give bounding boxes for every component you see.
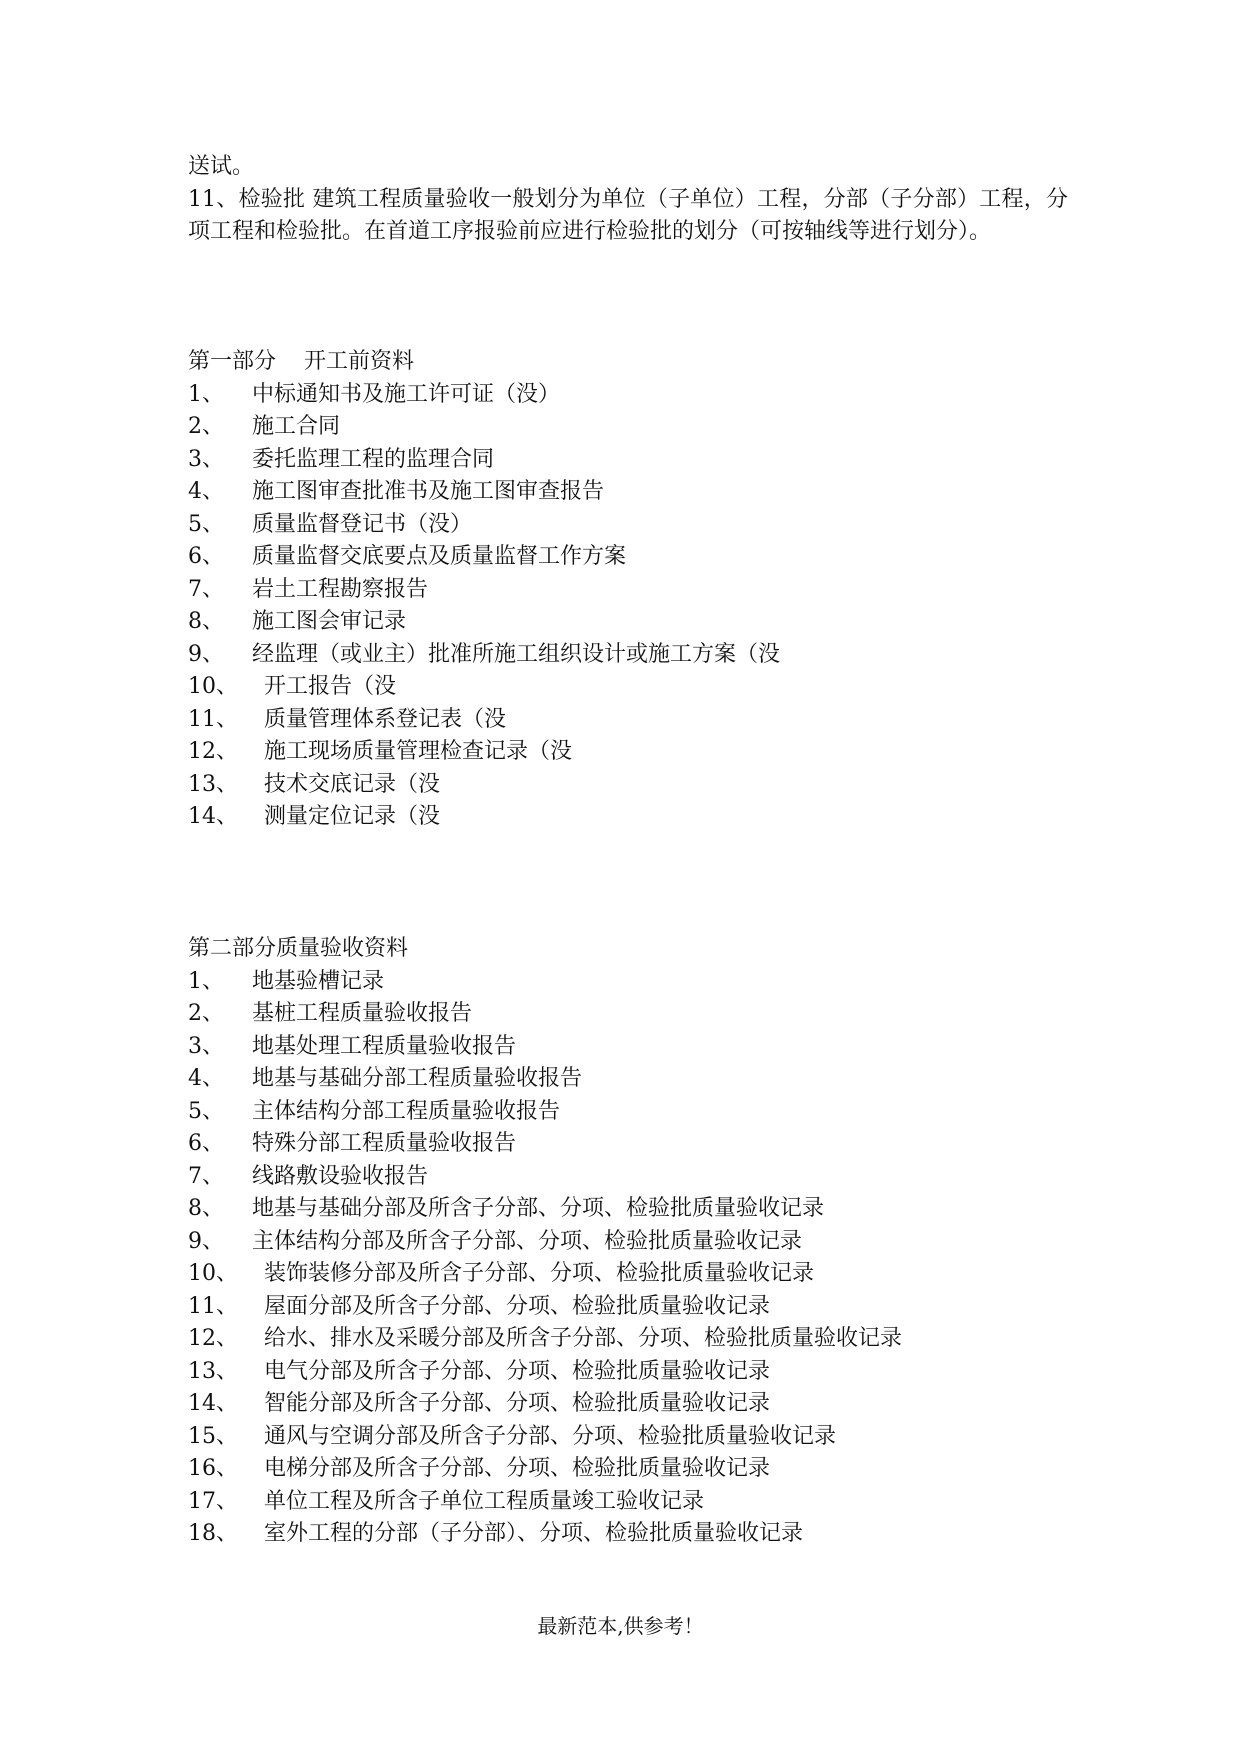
- item-text: 质量监督登记书（没）: [252, 511, 473, 537]
- list-item: [188, 998, 1068, 1031]
- item-text: 基桩工程质量验收报告: [252, 1001, 473, 1026]
- list-item: [188, 606, 1068, 639]
- item-number: 7、: [188, 576, 224, 602]
- list-item: [188, 444, 1068, 477]
- item-number: 13、: [188, 1358, 238, 1384]
- item-number: 18、: [188, 1521, 238, 1546]
- item-number: 6、: [188, 544, 224, 569]
- item-text: 岩土工程勘察报告: [252, 576, 429, 602]
- item-number: 12、: [188, 739, 238, 764]
- item-text: 质量监督交底要点及质量监督工作方案: [252, 544, 627, 569]
- item-text: 施工图会审记录: [252, 609, 407, 634]
- page-footer: 最新范本,供参考！: [537, 1614, 704, 1638]
- item-number: 1、: [188, 381, 224, 407]
- item-number: 11、: [188, 706, 238, 732]
- list-item: [188, 1486, 1068, 1519]
- list-item: [188, 541, 1068, 574]
- item-text: 施工合同: [252, 414, 341, 439]
- item-text: 电梯分部及所含子分部、分项、检验批质量验收记录: [264, 1456, 771, 1481]
- item-text: 施工图审查批准书及施工图审查报告: [252, 479, 605, 504]
- item-number: 2、: [188, 414, 224, 439]
- section-part-two: [188, 933, 1068, 1551]
- list-item: [188, 769, 1068, 802]
- list-item: [188, 1453, 1068, 1486]
- item-text: 主体结构分部及所含子分部、分项、检验批质量验收记录: [252, 1228, 803, 1254]
- list-item: [188, 1063, 1068, 1096]
- list-item: [188, 1421, 1068, 1454]
- item-number: 15、: [188, 1423, 238, 1449]
- item-number: 1、: [188, 968, 224, 994]
- list-item: [188, 1031, 1068, 1064]
- list-item: [188, 574, 1068, 607]
- item-text: 地基与基础分部及所含子分部、分项、检验批质量验收记录: [252, 1196, 825, 1221]
- item-text: 智能分部及所含子分部、分项、检验批质量验收记录: [264, 1391, 771, 1416]
- item-number: 9、: [188, 1228, 224, 1254]
- item-text: 给水、排水及采暖分部及所含子分部、分项、检验批质量验收记录: [264, 1326, 903, 1351]
- item-text: 通风与空调分部及所含子分部、分项、检验批质量验收记录: [264, 1423, 837, 1449]
- item-number: 10、: [188, 674, 238, 699]
- item-number: 17、: [188, 1488, 238, 1514]
- item-text: 地基处理工程质量验收报告: [252, 1033, 517, 1059]
- item-text: 单位工程及所含子单位工程质量竣工验收记录: [264, 1488, 705, 1514]
- item-text: 主体结构分部工程质量验收报告: [252, 1098, 561, 1124]
- item-number: 12、: [188, 1326, 238, 1351]
- list-item: [188, 1291, 1068, 1324]
- item-number: 16、: [188, 1456, 238, 1481]
- list-item: [188, 1161, 1068, 1194]
- item-number: 9、: [188, 641, 224, 667]
- list-item: [188, 379, 1068, 412]
- item-text: 委托监理工程的监理合同: [252, 446, 495, 472]
- list-item: [188, 1193, 1068, 1226]
- item-number: 8、: [188, 609, 224, 634]
- item-number: 5、: [188, 511, 224, 537]
- item-text: 线路敷设验收报告: [252, 1163, 429, 1189]
- item-text: 屋面分部及所含子分部、分项、检验批质量验收记录: [264, 1293, 771, 1319]
- item-text: 施工现场质量管理检查记录（没: [264, 739, 573, 764]
- list-item: [188, 1096, 1068, 1129]
- item-text: 经监理（或业主）批准所施工组织设计或施工方案（没: [252, 641, 781, 667]
- list-item: [188, 1323, 1068, 1356]
- list-item: [188, 411, 1068, 444]
- list-item: [188, 736, 1068, 769]
- list-item: [188, 1388, 1068, 1421]
- item-number: 14、: [188, 1391, 238, 1416]
- item-text: 室外工程的分部（子分部）、分项、检验批质量验收记录: [264, 1521, 804, 1546]
- list-item: [188, 509, 1068, 542]
- item-number: 10、: [188, 1261, 238, 1286]
- intro-paragraph: 11、检验批 建筑工程质量验收一般划分为单位（子单位）工程，分部（子分部）工程，分项工程和检验批。在首道工序报验前应进行检验批的划分（可按轴线等进行划分）。: [188, 186, 1068, 244]
- item-number: 11、: [188, 1293, 238, 1319]
- section-title-part-one: 第一部分 开工前资料: [188, 349, 414, 374]
- item-number: 4、: [188, 479, 224, 504]
- list-item: [188, 1128, 1068, 1161]
- list-item: [188, 1258, 1068, 1291]
- item-text: 特殊分部工程质量验收报告: [252, 1131, 517, 1156]
- list-item: [188, 476, 1068, 509]
- item-text: 地基验槽记录: [252, 968, 385, 994]
- list-item: [188, 1356, 1068, 1389]
- intro-line: 送试。: [188, 154, 255, 179]
- intro-block: [188, 151, 1068, 249]
- section-part-one: [188, 346, 1068, 834]
- item-number: 14、: [188, 804, 238, 829]
- list-item: [188, 801, 1068, 834]
- list-item: [188, 1518, 1068, 1551]
- item-text: 中标通知书及施工许可证（没）: [252, 381, 561, 407]
- part-one-list: [188, 379, 1068, 834]
- list-item: [188, 966, 1068, 999]
- list-item: [188, 639, 1068, 672]
- item-number: 8、: [188, 1196, 224, 1221]
- item-number: 4、: [188, 1066, 224, 1091]
- part-two-list: [188, 966, 1068, 1551]
- item-number: 13、: [188, 771, 238, 797]
- item-text: 装饰装修分部及所含子分部、分项、检验批质量验收记录: [264, 1261, 815, 1286]
- item-number: 7、: [188, 1163, 224, 1189]
- item-number: 2、: [188, 1001, 224, 1026]
- list-item: [188, 704, 1068, 737]
- list-item: [188, 671, 1068, 704]
- list-item: [188, 1226, 1068, 1259]
- item-text: 电气分部及所含子分部、分项、检验批质量验收记录: [264, 1358, 771, 1384]
- item-text: 地基与基础分部工程质量验收报告: [252, 1066, 583, 1091]
- item-text: 质量管理体系登记表（没: [264, 706, 507, 732]
- section-title-part-two: 第二部分质量验收资料: [188, 936, 409, 961]
- item-number: 3、: [188, 446, 224, 472]
- item-text: 技术交底记录（没: [264, 771, 441, 797]
- item-number: 6、: [188, 1131, 224, 1156]
- item-text: 测量定位记录（没: [264, 804, 441, 829]
- item-number: 3、: [188, 1033, 224, 1059]
- item-number: 5、: [188, 1098, 224, 1124]
- item-text: 开工报告（没: [264, 674, 397, 699]
